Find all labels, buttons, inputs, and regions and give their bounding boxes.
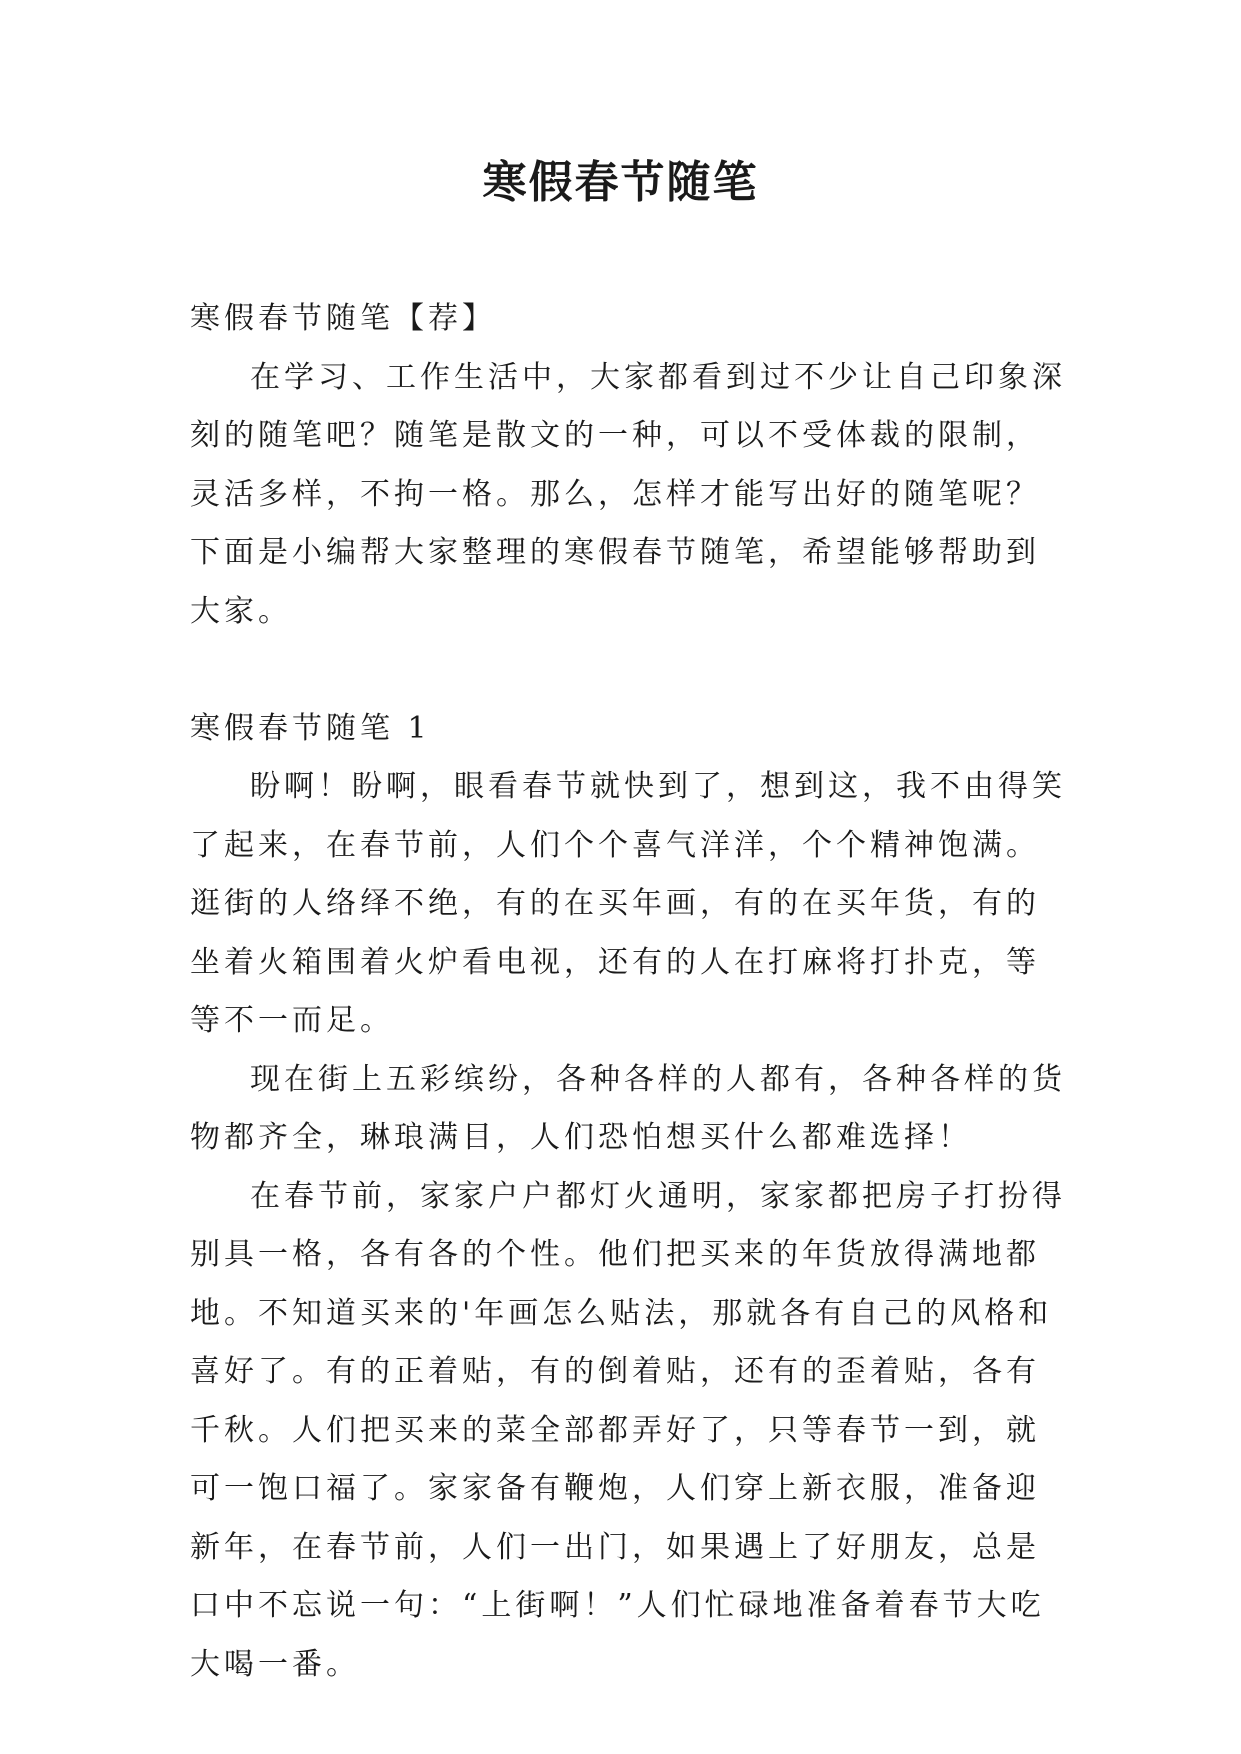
section-1-heading: 寒假春节随笔 1 <box>190 710 431 746</box>
document-title: 寒假春节随笔 <box>482 157 759 208</box>
section-gap <box>190 641 1070 700</box>
intro-paragraph: 在学习、工作生活中，大家都看到过不少让自己印象深刻的随笔吧？随笔是散文的一种，可以不受体裁的限制，灵活多样，不拘一格。那么，怎样才能写出好的随笔呢？下面是小编帮大家整理的寒假春节随笔，希望能够帮助到大家。 <box>190 359 1066 629</box>
section-1-paragraph-2: 现在街上五彩缤纷，各种各样的人都有，各种各样的货物都齐全，琳琅满目，人们恐怕想买什么都难选择！ <box>190 1061 1066 1155</box>
intro-heading: 寒假春节随笔【荐】 <box>190 301 496 336</box>
section-1-paragraph-3: 在春节前，家家户户都灯火通明，家家都把房子打扮得别具一格，各有各的个性。他们把买来的年货放得满地都地。不知道买来的'年画怎么贴法，那就各有自己的风格和喜好了。有的正着贴，有的倒着贴，还有的歪着贴，各有千秋。人们把买来的菜全部都弄好了，只等春节一到，就可一饱口福了。家家备有鞭炮，人们穿上新衣服，准备迎新年，在春节前，人们一出门，如果遇上了好朋友，总是口中不忘说一句：“上街啊！”人们忙碌地准备着春节大吃大喝一番。 <box>190 1178 1066 1682</box>
section-1-paragraph-1: 盼啊！盼啊，眼看春节就快到了，想到这，我不由得笑了起来，在春节前，人们个个喜气洋洋，个个精神饱满。逛街的人络绎不绝，有的在买年画，有的在买年货，有的坐着火箱围着火炉看电视，还有的人在打麻将打扑克，等等不一而足。 <box>190 769 1066 1038</box>
document-body <box>190 290 1070 1694</box>
